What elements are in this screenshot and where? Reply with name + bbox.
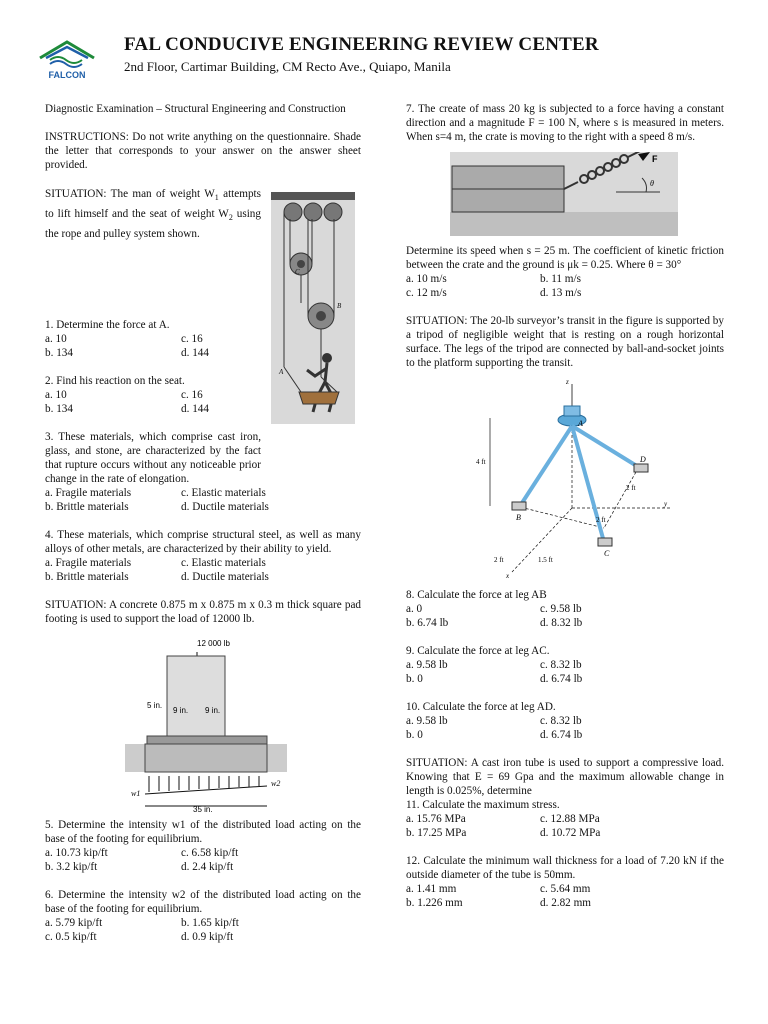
question-5 xyxy=(45,818,361,874)
question-12 xyxy=(406,854,724,910)
pulley-label-a: A xyxy=(279,368,284,376)
w1-subscript: 1 xyxy=(214,193,219,203)
question-4 xyxy=(45,528,361,584)
option[interactable]: d. 10.72 MPa xyxy=(540,827,601,839)
question-text: 2. Find his reaction on the seat. xyxy=(45,375,185,387)
question-8 xyxy=(406,588,724,630)
dim-2ft-a: 2 ft xyxy=(626,484,636,492)
option[interactable]: c. 16 xyxy=(181,389,203,401)
option[interactable]: d. 6.74 lb xyxy=(540,729,583,741)
dim-5in: 5 in. xyxy=(147,701,163,710)
question-10 xyxy=(406,700,724,742)
option[interactable]: c. 16 xyxy=(181,333,203,345)
option[interactable]: a. 10 m/s xyxy=(406,273,447,285)
question-6 xyxy=(45,888,361,944)
left-column xyxy=(45,102,361,944)
tripod-figure xyxy=(476,376,676,582)
option[interactable]: a. Fragile materials xyxy=(45,557,132,569)
option[interactable]: a. 9.58 lb xyxy=(406,659,448,671)
dim-2ft-c: 2 ft xyxy=(494,556,504,564)
options xyxy=(45,332,285,360)
question-text: 9. Calculate the force at leg AC. xyxy=(406,645,550,657)
options xyxy=(406,714,724,742)
crate-figure xyxy=(450,152,678,236)
question-text: 3. These materials, which comprise cast iron, glass, and stone, are characterized by the fact that rupture occurs without any noticeable prior change in the rate of elongation. xyxy=(45,431,261,485)
option[interactable]: b. Brittle materials xyxy=(45,501,129,513)
dim-2ft-b: 2 ft xyxy=(596,516,606,524)
option[interactable]: d. 13 m/s xyxy=(540,287,582,299)
option[interactable]: c. 6.58 kip/ft xyxy=(181,847,239,859)
pulley-label-c: C xyxy=(295,268,300,276)
option[interactable]: c. 12 m/s xyxy=(406,287,447,299)
options xyxy=(406,602,724,630)
option[interactable]: a. 10 xyxy=(45,389,67,401)
question-text: 12. Calculate the minimum wall thickness for a load of 7.20 kN if the outside diameter of the tube is 50mm. xyxy=(406,855,724,881)
question-text: 4. These materials, which comprise structural steel, as well as many alloys of other metals, are characterized by their ability to yield. xyxy=(45,529,361,555)
options xyxy=(406,272,724,300)
dim-9in-a: 9 in. xyxy=(173,706,189,715)
logo-text: FALCON xyxy=(48,70,86,80)
dim-9in-b: 9 in. xyxy=(205,706,221,715)
footing-load-label: 12 000 lb xyxy=(197,639,230,648)
situation1-text-a: SITUATION: The man of weight W xyxy=(45,188,215,200)
center-address: 2nd Floor, Cartimar Building, CM Recto Ave., Quiapo, Manila xyxy=(124,59,451,74)
situation2-text: SITUATION: A concrete 0.875 m x 0.875 m x 0.3 m thick square pad footing is used to support the load of 12000 lb. xyxy=(45,599,361,625)
page-header xyxy=(36,36,736,86)
crate-angle-label: θ xyxy=(650,179,654,188)
option[interactable]: d. 144 xyxy=(181,347,209,359)
option[interactable]: b. 1.226 mm xyxy=(406,897,463,909)
option[interactable]: d. 2.4 kip/ft xyxy=(181,861,234,873)
question-text: 6. Determine the intensity w2 of the distributed load acting on the base of the footing for equilibrium. xyxy=(45,889,361,915)
option[interactable]: d. 144 xyxy=(181,403,209,415)
falcon-logo xyxy=(36,36,98,82)
question-1 xyxy=(45,318,285,360)
axis-z: z xyxy=(566,378,569,386)
point-b: B xyxy=(516,513,521,522)
option[interactable]: b. 1.65 kip/ft xyxy=(181,917,239,929)
option[interactable]: a. 1.41 mm xyxy=(406,883,457,895)
option[interactable]: c. 8.32 lb xyxy=(540,659,582,671)
option[interactable]: c. 0.5 kip/ft xyxy=(45,931,97,943)
option[interactable]: a. 9.58 lb xyxy=(406,715,448,727)
option[interactable]: c. 8.32 lb xyxy=(540,715,582,727)
option[interactable]: a. Fragile materials xyxy=(45,487,132,499)
option[interactable]: c. 9.58 lb xyxy=(540,603,582,615)
pulley-label-b: B xyxy=(337,302,342,310)
option[interactable]: c. 5.64 mm xyxy=(540,883,591,895)
center-title: FAL CONDUCIVE ENGINEERING REVIEW CENTER xyxy=(124,34,599,55)
option[interactable]: b. 134 xyxy=(45,347,73,359)
option[interactable]: d. 2.82 mm xyxy=(540,897,591,909)
question-text: 1. Determine the force at A. xyxy=(45,319,170,331)
option[interactable]: d. Ductile materials xyxy=(181,501,269,513)
dim-4ft: 4 ft xyxy=(476,458,486,466)
options xyxy=(406,882,724,910)
option[interactable]: b. 17.25 MPa xyxy=(406,827,467,839)
situation1-text-b: attempts to lift himself and the seat of weight W xyxy=(45,188,262,221)
w1-label: w1 xyxy=(131,789,141,798)
option[interactable]: a. 0 xyxy=(406,603,423,615)
situation1-text-c: using the rope and pulley system shown. xyxy=(45,208,261,241)
option[interactable]: a. 5.79 kip/ft xyxy=(45,917,103,929)
point-d: D xyxy=(640,455,646,464)
question-text: 8. Calculate the force at leg AB xyxy=(406,589,547,601)
question-text: 5. Determine the intensity w1 of the distributed load acting on the base of the footing for equilibrium. xyxy=(45,819,361,845)
option[interactable]: b. 0 xyxy=(406,673,423,685)
pulley-figure xyxy=(271,192,355,424)
point-c: C xyxy=(604,549,610,558)
options xyxy=(45,388,285,416)
question-7-text: 7. The create of mass 20 kg is subjected to a force having a constant direction and a magnitude F = 100 N, where s is measured in meters. When s=4 m, the crate is moving to the right with a speed 8 m/s. xyxy=(406,103,724,143)
crate-force-label: F xyxy=(652,154,658,164)
right-column xyxy=(406,102,724,910)
situation3-text: SITUATION: The 20-lb surveyor’s transit in the figure is supported by a tripod of negligible weight that is resting on a rough horizontal surface. The legs of the tripod are connected by ball-and-socket joints to the platform supporting the transit. xyxy=(406,315,724,369)
question-11 xyxy=(406,798,724,840)
options xyxy=(45,486,361,514)
question-9 xyxy=(406,644,724,686)
option[interactable]: d. 0.9 kip/ft xyxy=(181,931,234,943)
question-2 xyxy=(45,374,285,416)
options xyxy=(406,658,724,686)
option[interactable]: b. 6.74 lb xyxy=(406,617,449,629)
axis-y: y xyxy=(664,500,668,508)
option[interactable]: b. 134 xyxy=(45,403,73,415)
exam-title: Diagnostic Examination – Structural Engineering and Construction xyxy=(45,103,346,115)
w2-label: w2 xyxy=(271,779,281,788)
options xyxy=(45,556,361,584)
axis-x: x xyxy=(506,572,510,580)
option[interactable]: d. 6.74 lb xyxy=(540,673,583,685)
option[interactable]: d. 8.32 lb xyxy=(540,617,583,629)
question-text: 10. Calculate the force at leg AD. xyxy=(406,701,556,713)
option[interactable]: c. 12.88 MPa xyxy=(540,813,600,825)
options xyxy=(45,846,361,874)
option[interactable]: b. Brittle materials xyxy=(45,571,129,583)
situation4-text: SITUATION: A cast iron tube is used to support a compressive load. Knowing that E = 69 Gpa and the maximum allowable change in length is 0.025%, determine xyxy=(406,757,724,797)
option[interactable]: d. Ductile materials xyxy=(181,571,269,583)
w2-subscript: 2 xyxy=(228,213,233,223)
dim-1-5ft: 1.5 ft xyxy=(538,556,553,564)
options xyxy=(406,812,724,840)
option[interactable]: b. 3.2 kip/ft xyxy=(45,861,98,873)
option[interactable]: a. 10.73 kip/ft xyxy=(45,847,108,859)
point-a: A xyxy=(578,419,583,428)
options xyxy=(45,916,361,944)
question-3 xyxy=(45,430,361,514)
footing-figure xyxy=(125,636,355,814)
option[interactable]: c. Elastic materials xyxy=(181,557,266,569)
option[interactable]: a. 10 xyxy=(45,333,67,345)
option[interactable]: b. 0 xyxy=(406,729,423,741)
option[interactable]: c. Elastic materials xyxy=(181,487,266,499)
instructions: INSTRUCTIONS: Do not write anything on the questionnaire. Shade the letter that corresponds to your answer on the answer sheet provided. xyxy=(45,131,361,171)
question-text: 11. Calculate the maximum stress. xyxy=(406,799,560,811)
option[interactable]: a. 15.76 MPa xyxy=(406,813,466,825)
question-7 xyxy=(406,244,724,300)
option[interactable]: b. 11 m/s xyxy=(540,273,581,285)
dim-35in: 35 in. xyxy=(193,805,213,814)
question-text: Determine its speed when s = 25 m. The coefficient of kinetic friction between the crate and the ground is μk = 0.25. Where θ = 30° xyxy=(406,245,724,271)
